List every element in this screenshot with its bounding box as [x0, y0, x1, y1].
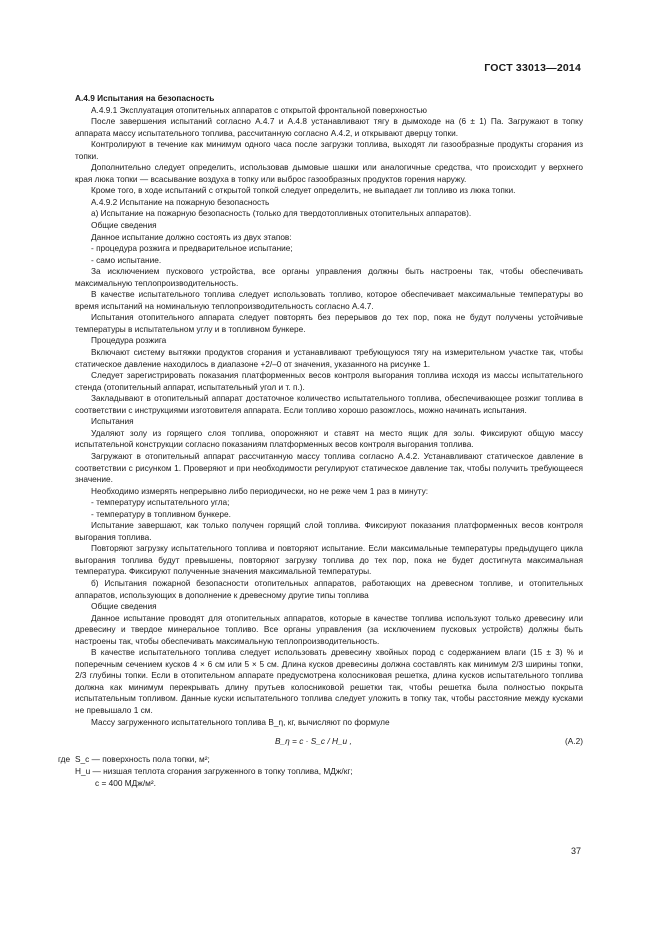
- document-code: ГОСТ 33013—2014: [484, 62, 581, 74]
- paragraph: - само испытание.: [91, 254, 162, 265]
- paragraph: В качестве испытательного топлива следует использовать древесину хвойных пород с содержанием влаги (15 ± 3) % и поперечным сечением кусков 4 × 6 см или 5 × 5 см. Длина кусков древесины должна составлять как минимум 2/3 ширины топки, 2/3 глубины топки. Если в отопительном аппарате предусмотрена колосниковая решетка, длина кусков испытательного топлива должна как минимум перекрывать длину прутьев колосниковой решетки так, чтобы решетка была полностью покрыта испытательным топливом. Данные куски испытательного топлива следует уложить в топку так, чтобы расстояние между кусками не превышало 1 см.: [75, 647, 583, 715]
- paragraph: Включают систему вытяжки продуктов сгорания и устанавливают требующуюся тягу на измерительном участке так, чтобы статическое давление находилось в диапазоне +2/–0 от значения, указанного на рисунке 1.: [75, 347, 583, 369]
- symbol: S_c: [75, 754, 90, 765]
- paragraph: Испытание завершают, как только получен горящий слой топлива. Фиксируют показания платформенных весов контроля выгорания топлива.: [75, 520, 583, 542]
- definition-text: [75, 766, 353, 778]
- variable-definition: [75, 778, 583, 790]
- definition: = 400 МДж/м².: [99, 778, 156, 789]
- paragraph: Загружают в отопительный аппарат рассчитанную массу топлива согласно А.4.2. Устанавливают статическое давление в соответствии с рисунком 1. Проверяют и при необходимости регулируют статическое давление так, чтобы получить требующееся значение.: [75, 450, 583, 485]
- formula: B_η = c · S_c / H_u ,: [275, 736, 352, 747]
- paragraph: Повторяют загрузку испытательного топлива и повторяют испытание. Если максимальные температуры предыдущего цикла выгорания топлива будут превышены, повторяют загрузку топлива до тех пор, пока не будет достигнута максимальная температура. Фиксируют полученные значения максимальной температуры.: [75, 543, 583, 577]
- paragraph: Данное испытание должно состоять из двух этапов:: [91, 231, 292, 242]
- paragraph: Массу загруженного испытательного топлива B_η, кг, вычисляют по формуле: [91, 716, 390, 727]
- paragraph: Контролируют в течение как минимум одного часа после загрузки топлива, выходят ли газообразные продукты сгорания из топки.: [75, 139, 583, 161]
- variable-definition: [75, 766, 583, 778]
- paragraph: Общие сведения: [91, 220, 157, 231]
- paragraph: - температуру испытательного угла;: [91, 497, 230, 508]
- definition: — поверхность пола топки, м²;: [89, 754, 210, 765]
- paragraph: В качестве испытательного топлива следует использовать топливо, которое обеспечивает максимальные температуры во время испытаний на номинальную теплопроизводительность согласно А.4.7.: [75, 289, 583, 311]
- definition-text: [95, 778, 156, 790]
- paragraph: б) Испытания пожарной безопасности отопительных аппаратов, работающих на древесном топливе, и отопительных аппаратов, использующих в дополнение к древесному другие типы топлива: [75, 577, 583, 600]
- paragraph: Испытания: [91, 416, 134, 427]
- section-heading: А.4.9 Испытания на безопасность: [75, 93, 215, 103]
- paragraph: После завершения испытаний согласно А.4.7 и А.4.8 устанавливают тягу в дымоходе на (6 ± 1) Па. Загружают в топку аппарата массу испытательного топлива, рассчитанную согласно А.4.2, и открывают дверцу топки.: [75, 116, 583, 138]
- document-body: [58, 93, 583, 790]
- paragraph: А.4.9.2 Испытание на пожарную безопасность: [91, 196, 270, 207]
- paragraph: Закладывают в отопительный аппарат достаточное количество испытательного топлива, обеспечивающее розжиг топлива в соответствии с инструкциями изготовителя аппарата. Если топливо хорошо разожглось, можно начинать испытания.: [75, 393, 583, 415]
- paragraph: За исключением пускового устройства, все органы управления должны быть настроены так, чтобы обеспечивать максимальную теплопроизводительность.: [75, 266, 583, 288]
- paragraph: а) Испытание на пожарную безопасность (только для твердотопливных отопительных аппаратов).: [91, 208, 472, 219]
- paragraph: Общие сведения: [91, 601, 157, 612]
- definition: — низшая теплота сгорания загруженного в топку топлива, МДж/кг;: [90, 766, 353, 777]
- paragraph: - процедура розжига и предварительное испытание;: [91, 243, 293, 254]
- paragraph: Кроме того, в ходе испытаний с открытой топкой следует определить, не выпадает ли топливо из люка топки.: [91, 185, 516, 196]
- paragraph: А.4.9.1 Эксплуатация отопительных аппаратов с открытой фронтальной поверхностью: [91, 104, 427, 115]
- paragraph: Испытания отопительного аппарата следует повторять без перерывов до тех пор, пока не будут получены устойчивые температуры в испытательном углу и в топливном бункере.: [75, 312, 583, 334]
- symbol: c: [95, 778, 100, 789]
- paragraph: Данное испытание проводят для отопительных аппаратов, которые в качестве топлива используют только древесину или древесину и твердое минеральное топливо. Все органы управления (за исключением пусковых устройств) должны быть настроены так, чтобы обеспечивать максимальную теплопроизводительность.: [75, 612, 583, 646]
- paragraph: Следует зарегистрировать показания платформенных весов контроля выгорания топлива исходя из массы испытательного стенда (отопительный аппарат, испытательный угол и т. п.).: [75, 370, 583, 392]
- where-label: где: [58, 754, 71, 765]
- paragraph: Необходимо измерять непрерывно либо периодически, но не реже чем 1 раз в минуту:: [91, 485, 429, 496]
- definition-text: [75, 754, 210, 766]
- symbol: H_u: [75, 766, 91, 777]
- paragraph: - температуру в топливном бункере.: [91, 508, 231, 519]
- paragraph: Процедура розжига: [91, 335, 167, 346]
- page-number: 37: [570, 846, 581, 856]
- formula-line: [75, 732, 583, 754]
- formula-number: (А.2): [565, 736, 583, 747]
- variable-definition: [58, 754, 583, 766]
- paragraph: Удаляют золу из горящего слоя топлива, опорожняют и ставят на место ящик для золы. Фиксируют общую массу испытательной конструкции согласно показаниям платформенных весов контроля выгорания топлива.: [75, 427, 583, 450]
- paragraph: Дополнительно следует определить, использовав дымовые шашки или аналогичные средства, что происходит у верхнего края люка топки — всасывание воздуха в топку или выброс газообразных продуктов горения наружу.: [75, 162, 583, 184]
